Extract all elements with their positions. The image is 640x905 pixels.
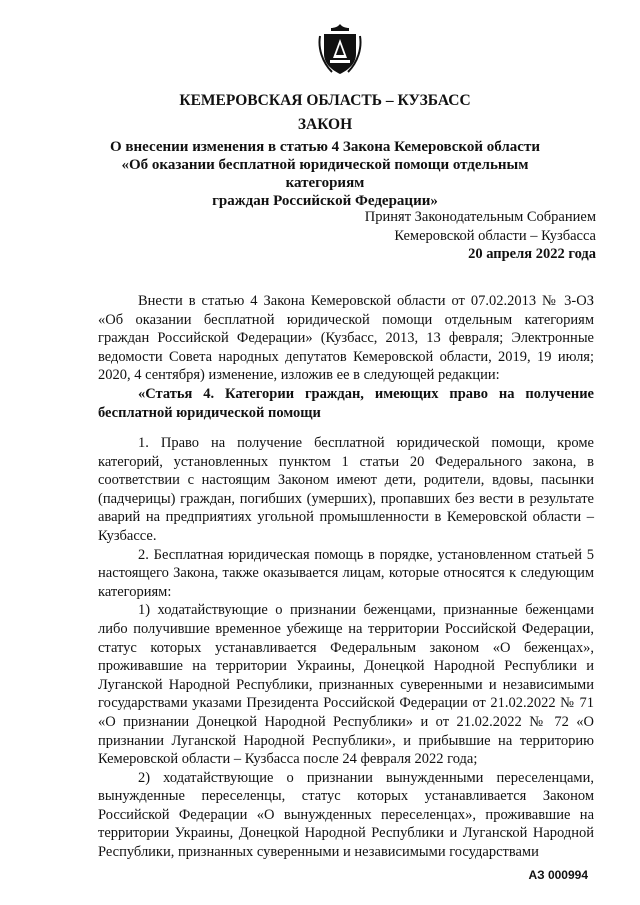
document-serial-number: АЗ 000994 (528, 868, 588, 882)
intro-paragraph: Внести в статью 4 Закона Кемеровской области от 07.02.2013 № 3-ОЗ «Об оказании бесплатной юридической помощи отдельным категориям граждан Российской Федерации» (Кузбасс, 2013, 13 февраля; Электронные ведомости Совета народных депутатов Кемеровской области, 2019, 19 июля; 2020, 4 сентября) изменение, изложив ее в следующей редакции: (98, 293, 594, 384)
article-heading: «Статья 4. Категории граждан, имеющих право на получение бесплатной юридической помощи (98, 385, 594, 421)
document-type: ЗАКОН (297, 116, 353, 133)
coat-of-arms-icon (318, 22, 362, 76)
law-title-line: граждан Российской Федерации» (212, 193, 438, 209)
law-title (90, 138, 560, 210)
adoption-block (365, 208, 596, 264)
law-title-line: О внесении изменения в статью 4 Закона Кемеровской области (110, 139, 540, 155)
article-paragraph: 2) ходатайствующие о признании вынужденными переселенцами, вынужденные переселенцы, статус которых устанавливается Законом Российской Федерации «О вынужденных переселенцах», проживавшие на территории Украины, Донецкой Народной Республики и Луганской Народной Республики, признанных суверенными и независимыми государствами (98, 769, 594, 861)
article-paragraph: 1) ходатайствующие о признании беженцами, признанные беженцами либо получившие временное убежище на территории Российской Федерации, статус которых устанавливается Федеральным законом «О беженцах», проживавшие на территории Украины, Донецкой Народной Республики и Луганской Народной Республики, признанных суверенными и независимыми государствами указами Президента Российской Федерации от 21.02.2022 № 71 «О признании Донецкой Народной Республики» и от 21.02.2022 № 72 «О признании Луганской Народной Республики», и прибывшие на территорию Кемеровской области – Кузбасса после 24 февраля 2022 года; (98, 602, 594, 768)
adoption-line: Кемеровской области – Кузбасса (394, 227, 596, 244)
article-paragraph: 2. Бесплатная юридическая помощь в порядке, установленном статьей 5 настоящего Закона, также оказывается лицам, которые относятся к следующим категориям: (98, 546, 594, 600)
article-paragraph: 1. Право на получение бесплатной юридической помощи, кроме категорий, установленных пунктом 1 статьи 20 Федерального закона, в соответствии с настоящим Законом имеют дети, родители, вдовы, пасынки (падчерицы) граждан, погибших (умерших), пропавших без вести в результате аварий на предприятиях угольной промышленности в Кемеровской области – Кузбассе. (98, 435, 594, 544)
intro-section (98, 292, 594, 422)
adoption-line: Принят Законодательным Собранием (364, 209, 596, 225)
adoption-date: 20 апреля 2022 года (468, 246, 596, 262)
article-body (98, 434, 594, 862)
law-title-line: «Об оказании бесплатной юридической помощи отдельным категориям (121, 157, 529, 191)
region-heading: КЕМЕРОВСКАЯ ОБЛАСТЬ – КУЗБАСС (179, 92, 471, 109)
